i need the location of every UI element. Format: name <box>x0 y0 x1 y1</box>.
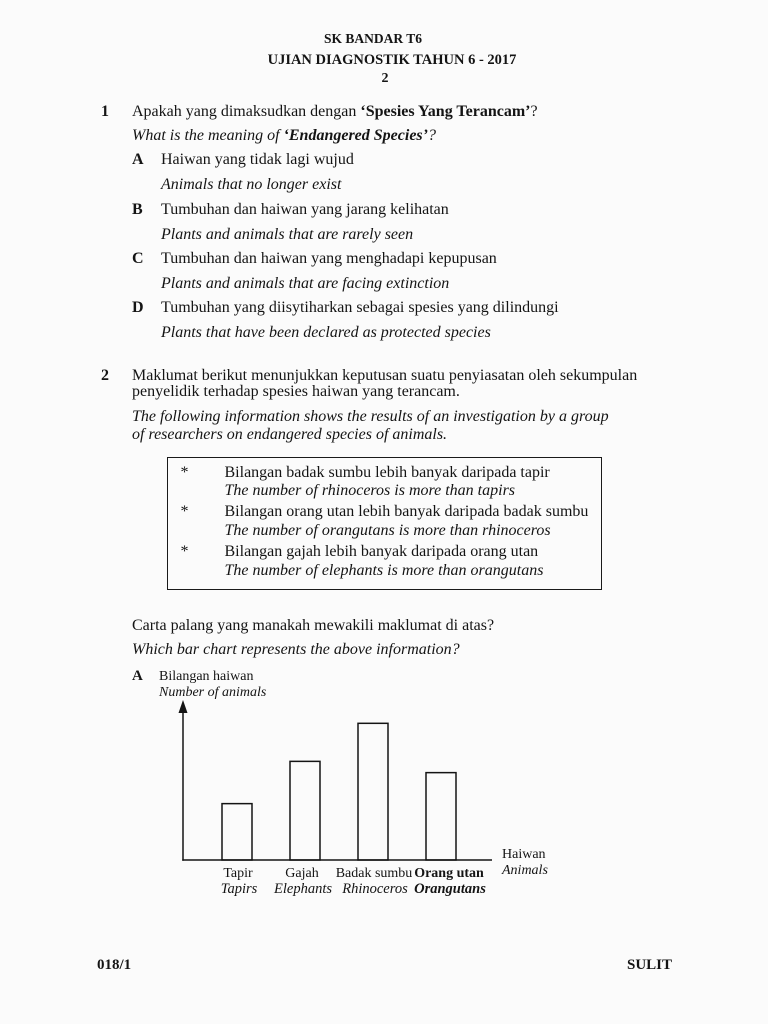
y-axis-label-ms: Bilangan haiwan <box>159 669 254 684</box>
question-1-number: 1 <box>101 103 109 120</box>
question-2-intro-ms-line-1: Maklumat berikut menunjukkan keputusan suatu penyiasatan oleh sekumpulan <box>132 367 638 384</box>
exam-title: UJIAN DIAGNOSTIK TAHUN 6 - 2017 <box>267 52 517 68</box>
x-tick-label-ms: Gajah <box>285 866 319 881</box>
option-c-text-ms: Tumbuhan dan haiwan yang menghadapi kepupusan <box>161 250 497 267</box>
stem-ms-term: ‘Spesies Yang Terancam’ <box>360 103 531 120</box>
finding-2-text-en: The number of orangutans is more than rhinoceros <box>224 521 551 539</box>
stem-en-text: What is the meaning of <box>132 127 284 144</box>
stem-en-end: ? <box>427 127 436 144</box>
school-name: SK BANDAR T6 <box>323 31 423 46</box>
finding-1-bullet: * <box>180 463 189 481</box>
option-b-text-en: Plants and animals that are rarely seen <box>161 226 414 243</box>
question-1-stem-en <box>132 127 436 145</box>
option-d-text-ms: Tumbuhan yang diisytiharkan sebagai spesies yang dilindungi <box>161 299 559 316</box>
x-tick-label-ms: Tapir <box>223 866 253 881</box>
question-2-intro-ms-line-2: penyelidik terhadap spesies haiwan yang terancam. <box>132 383 460 400</box>
question-2-intro-en-line-1: The following information shows the results of an investigation by a group <box>132 408 609 425</box>
option-c-text-en: Plants and animals that are facing extinction <box>161 275 450 292</box>
finding-2-bullet: * <box>180 502 189 520</box>
paper-code: 018/1 <box>97 957 132 973</box>
stem-ms-text: Apakah yang dimaksudkan dengan <box>132 103 361 120</box>
x-tick-label-en: Tapirs <box>220 881 258 897</box>
bar-tapirs <box>222 804 252 860</box>
question-2-prompt-en: Which bar chart represents the above information? <box>132 641 460 658</box>
findings-box <box>167 457 602 590</box>
bar-chart <box>140 660 580 905</box>
x-axis-label-en: Animals <box>502 863 548 878</box>
option-a-text-en: Animals that no longer exist <box>161 176 342 193</box>
stem-en-term: ‘Endangered Species’ <box>283 127 428 144</box>
finding-1-text-en: The number of rhinoceros is more than tapirs <box>224 481 516 499</box>
x-tick-label-en: Orangutans <box>414 881 486 897</box>
y-axis-arrowhead <box>179 700 188 713</box>
question-1-stem-ms <box>132 103 538 121</box>
classification-label: SULIT <box>627 957 673 973</box>
x-tick-label-ms: Orang utan <box>414 866 484 881</box>
bar-group-orangutans <box>414 773 486 897</box>
bar-group-tapirs <box>221 804 258 897</box>
stem-ms-end: ? <box>530 103 538 120</box>
question-2-number: 2 <box>101 367 109 384</box>
finding-1-text-ms: Bilangan badak sumbu lebih banyak daripada tapir <box>224 463 550 481</box>
finding-3-text-ms: Bilangan gajah lebih banyak daripada orang utan <box>224 542 539 560</box>
bar-rhinoceros <box>358 723 388 860</box>
option-letter-b: B <box>132 201 143 218</box>
option-letter-a: A <box>132 151 144 168</box>
x-axis-label-ms: Haiwan <box>502 847 546 862</box>
option-a-text-ms: Haiwan yang tidak lagi wujud <box>161 151 354 168</box>
x-tick-label-ms: Badak sumbu <box>335 866 413 881</box>
option-d-text-en: Plants that have been declared as protected species <box>161 324 491 341</box>
finding-3-text-en: The number of elephants is more than orangutans <box>224 561 544 579</box>
option-letter-d: D <box>132 299 144 316</box>
finding-3-bullet: * <box>180 542 189 560</box>
bar-elephants <box>290 761 320 860</box>
option-letter-c: C <box>132 250 144 267</box>
chart-option-letter: A <box>132 668 143 684</box>
option-b-text-ms: Tumbuhan dan haiwan yang jarang kelihatan <box>161 201 449 218</box>
bar-orangutans <box>426 773 456 860</box>
bars <box>221 723 486 897</box>
page-number: 2 <box>381 71 389 86</box>
y-axis-label-en: Number of animals <box>159 685 267 700</box>
x-tick-label-en: Elephants <box>274 881 332 897</box>
x-tick-label-en: Rhinoceros <box>342 881 408 897</box>
bar-group-rhinoceros <box>336 723 413 897</box>
question-2-intro-en-line-2: of researchers on endangered species of animals. <box>132 426 448 443</box>
question-2-prompt-ms: Carta palang yang manakah mewakili maklumat di atas? <box>132 617 495 634</box>
bar-group-elephants <box>273 761 332 897</box>
finding-2-text-ms: Bilangan orang utan lebih banyak daripada badak sumbu <box>224 502 589 520</box>
